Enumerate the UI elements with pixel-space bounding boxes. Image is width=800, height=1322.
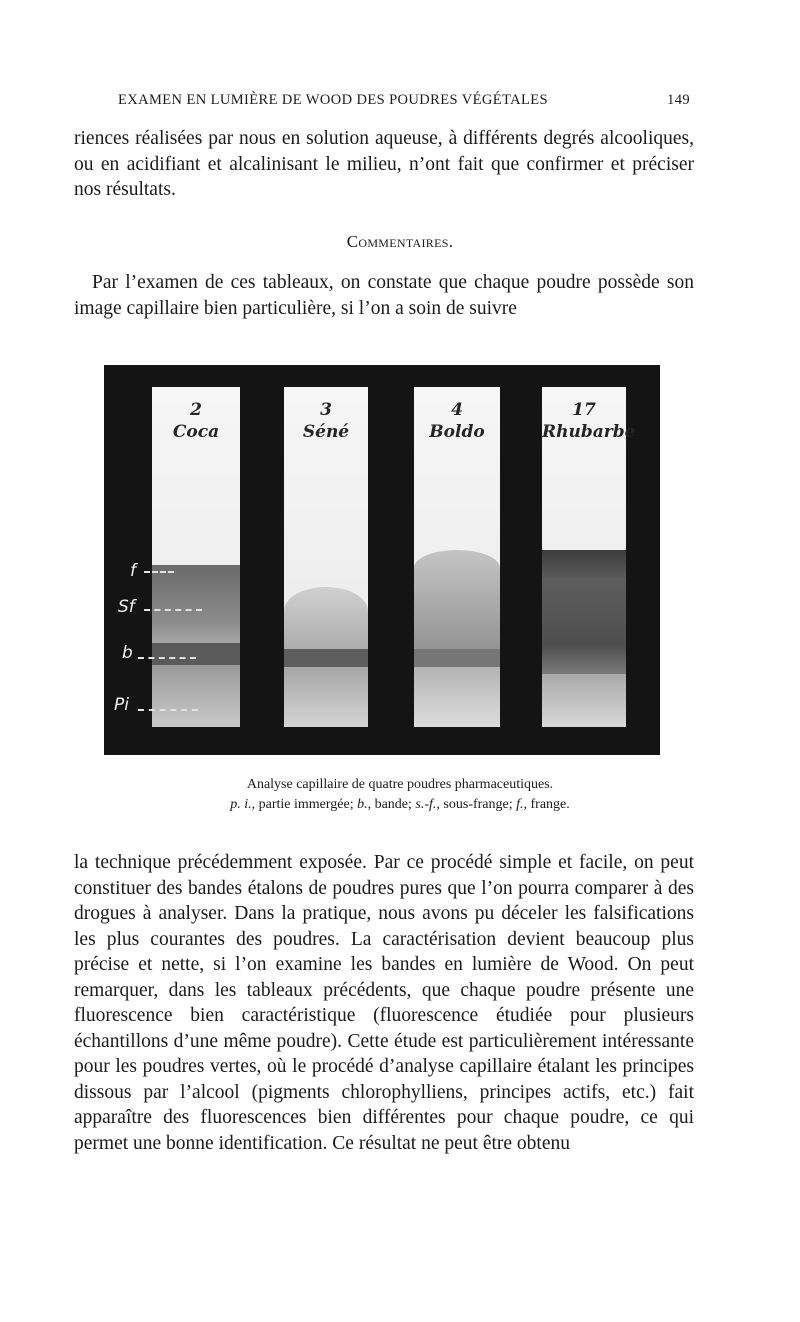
caption-pi-text: , partie immergée; bbox=[251, 797, 358, 812]
paragraph-2: Par l’examen de ces tableaux, on constate que chaque poudre possède son image capillaire bien particulière, si l’on a soin de suivre bbox=[74, 272, 694, 319]
strip-coca-immersed bbox=[152, 665, 240, 727]
caption-pi-abbr: p. i. bbox=[230, 797, 252, 812]
annotation-sf-dash bbox=[144, 609, 202, 611]
strip-label-rhubarbe: 17 Rhubarbe bbox=[542, 400, 636, 442]
annotation-pi: Pi bbox=[114, 695, 129, 715]
figure-caption-legend bbox=[0, 796, 800, 814]
strip-boldo-fringe bbox=[414, 550, 500, 660]
paragraph-3: la technique précédemment exposée. Par ce procédé simple et facile, on peut constituer des bandes étalons de poudres pures que l’on pourra comparer à des drogues à analyser. Dans la pratique, nous avons pu déceler les falsifications les plus courantes des poudres. La caractérisation devient beaucoup plus précise et nette, si l’on examine les bandes en lumière de Wood. On peut remarquer, dans les tableaux précédents, que chaque poudre présente une fluorescence bien caractéristique (fluorescence étudiée pour plusieurs échantillons d’une même poudre). Cette étude est particulièrement intéressante pour les poudres vertes, où le procédé d’analyse capillaire étalant les principes dissous par l’alcool (pigments chlorophylliens, principes actifs, etc.) fait apparaître des fluorescences bien différentes pour chaque poudre, ce qui permet une bonne identification. Ce résultat ne peut être obtenu bbox=[74, 852, 694, 1154]
strip-rhubarbe-fringe bbox=[542, 578, 626, 674]
strip-label-boldo: 4 Boldo bbox=[429, 400, 485, 442]
figure-caption-title: Analyse capillaire de quatre poudres pharmaceutiques. bbox=[246, 777, 554, 792]
strip-rhubarbe bbox=[542, 387, 636, 727]
strip-sene-fringe bbox=[284, 587, 368, 657]
strip-rhubarbe-immersed bbox=[542, 674, 626, 727]
caption-sf-abbr: s.-f. bbox=[415, 797, 437, 812]
annotation-b: b bbox=[122, 643, 133, 663]
caption-sf-text: , sous-frange; bbox=[436, 797, 517, 812]
page-number: 149 bbox=[667, 92, 690, 108]
capillary-figure bbox=[104, 365, 660, 755]
section-heading: Commentaires. bbox=[346, 232, 454, 251]
strip-rhubarbe-fringe-edge bbox=[542, 550, 626, 578]
strip-boldo bbox=[414, 387, 500, 727]
caption-b-abbr: b. bbox=[357, 797, 368, 812]
caption-f-abbr: f. bbox=[516, 797, 524, 812]
strip-boldo-immersed bbox=[414, 667, 500, 727]
annotation-pi-dash bbox=[138, 709, 198, 711]
strip-sene-immersed bbox=[284, 667, 368, 727]
caption-f-text: , frange. bbox=[523, 797, 570, 812]
strip-sene bbox=[284, 387, 368, 727]
running-head-title: EXAMEN EN LUMIÈRE DE WOOD DES POUDRES VÉGÉTALES bbox=[118, 92, 548, 108]
strip-sene-band bbox=[284, 649, 368, 667]
strip-coca bbox=[152, 387, 240, 727]
annotation-f-dash bbox=[144, 571, 174, 573]
strip-boldo-band bbox=[414, 649, 500, 667]
annotation-b-dash bbox=[138, 657, 196, 659]
strip-coca-band bbox=[152, 643, 240, 665]
strip-label-sene: 3 Séné bbox=[302, 400, 350, 442]
running-head bbox=[118, 92, 690, 109]
paragraph-1: riences réalisées par nous en solution aqueuse, à différents degrés alcooliques, ou en acidifiant et alcalinisant le milieu, n’ont fait que confirmer et préciser nos résultats. bbox=[74, 128, 694, 200]
annotation-sf: Sf bbox=[118, 597, 135, 617]
strip-label-coca: 2 Coca bbox=[172, 400, 220, 442]
annotation-f: f bbox=[130, 561, 136, 581]
caption-b-text: , bande; bbox=[367, 797, 416, 812]
